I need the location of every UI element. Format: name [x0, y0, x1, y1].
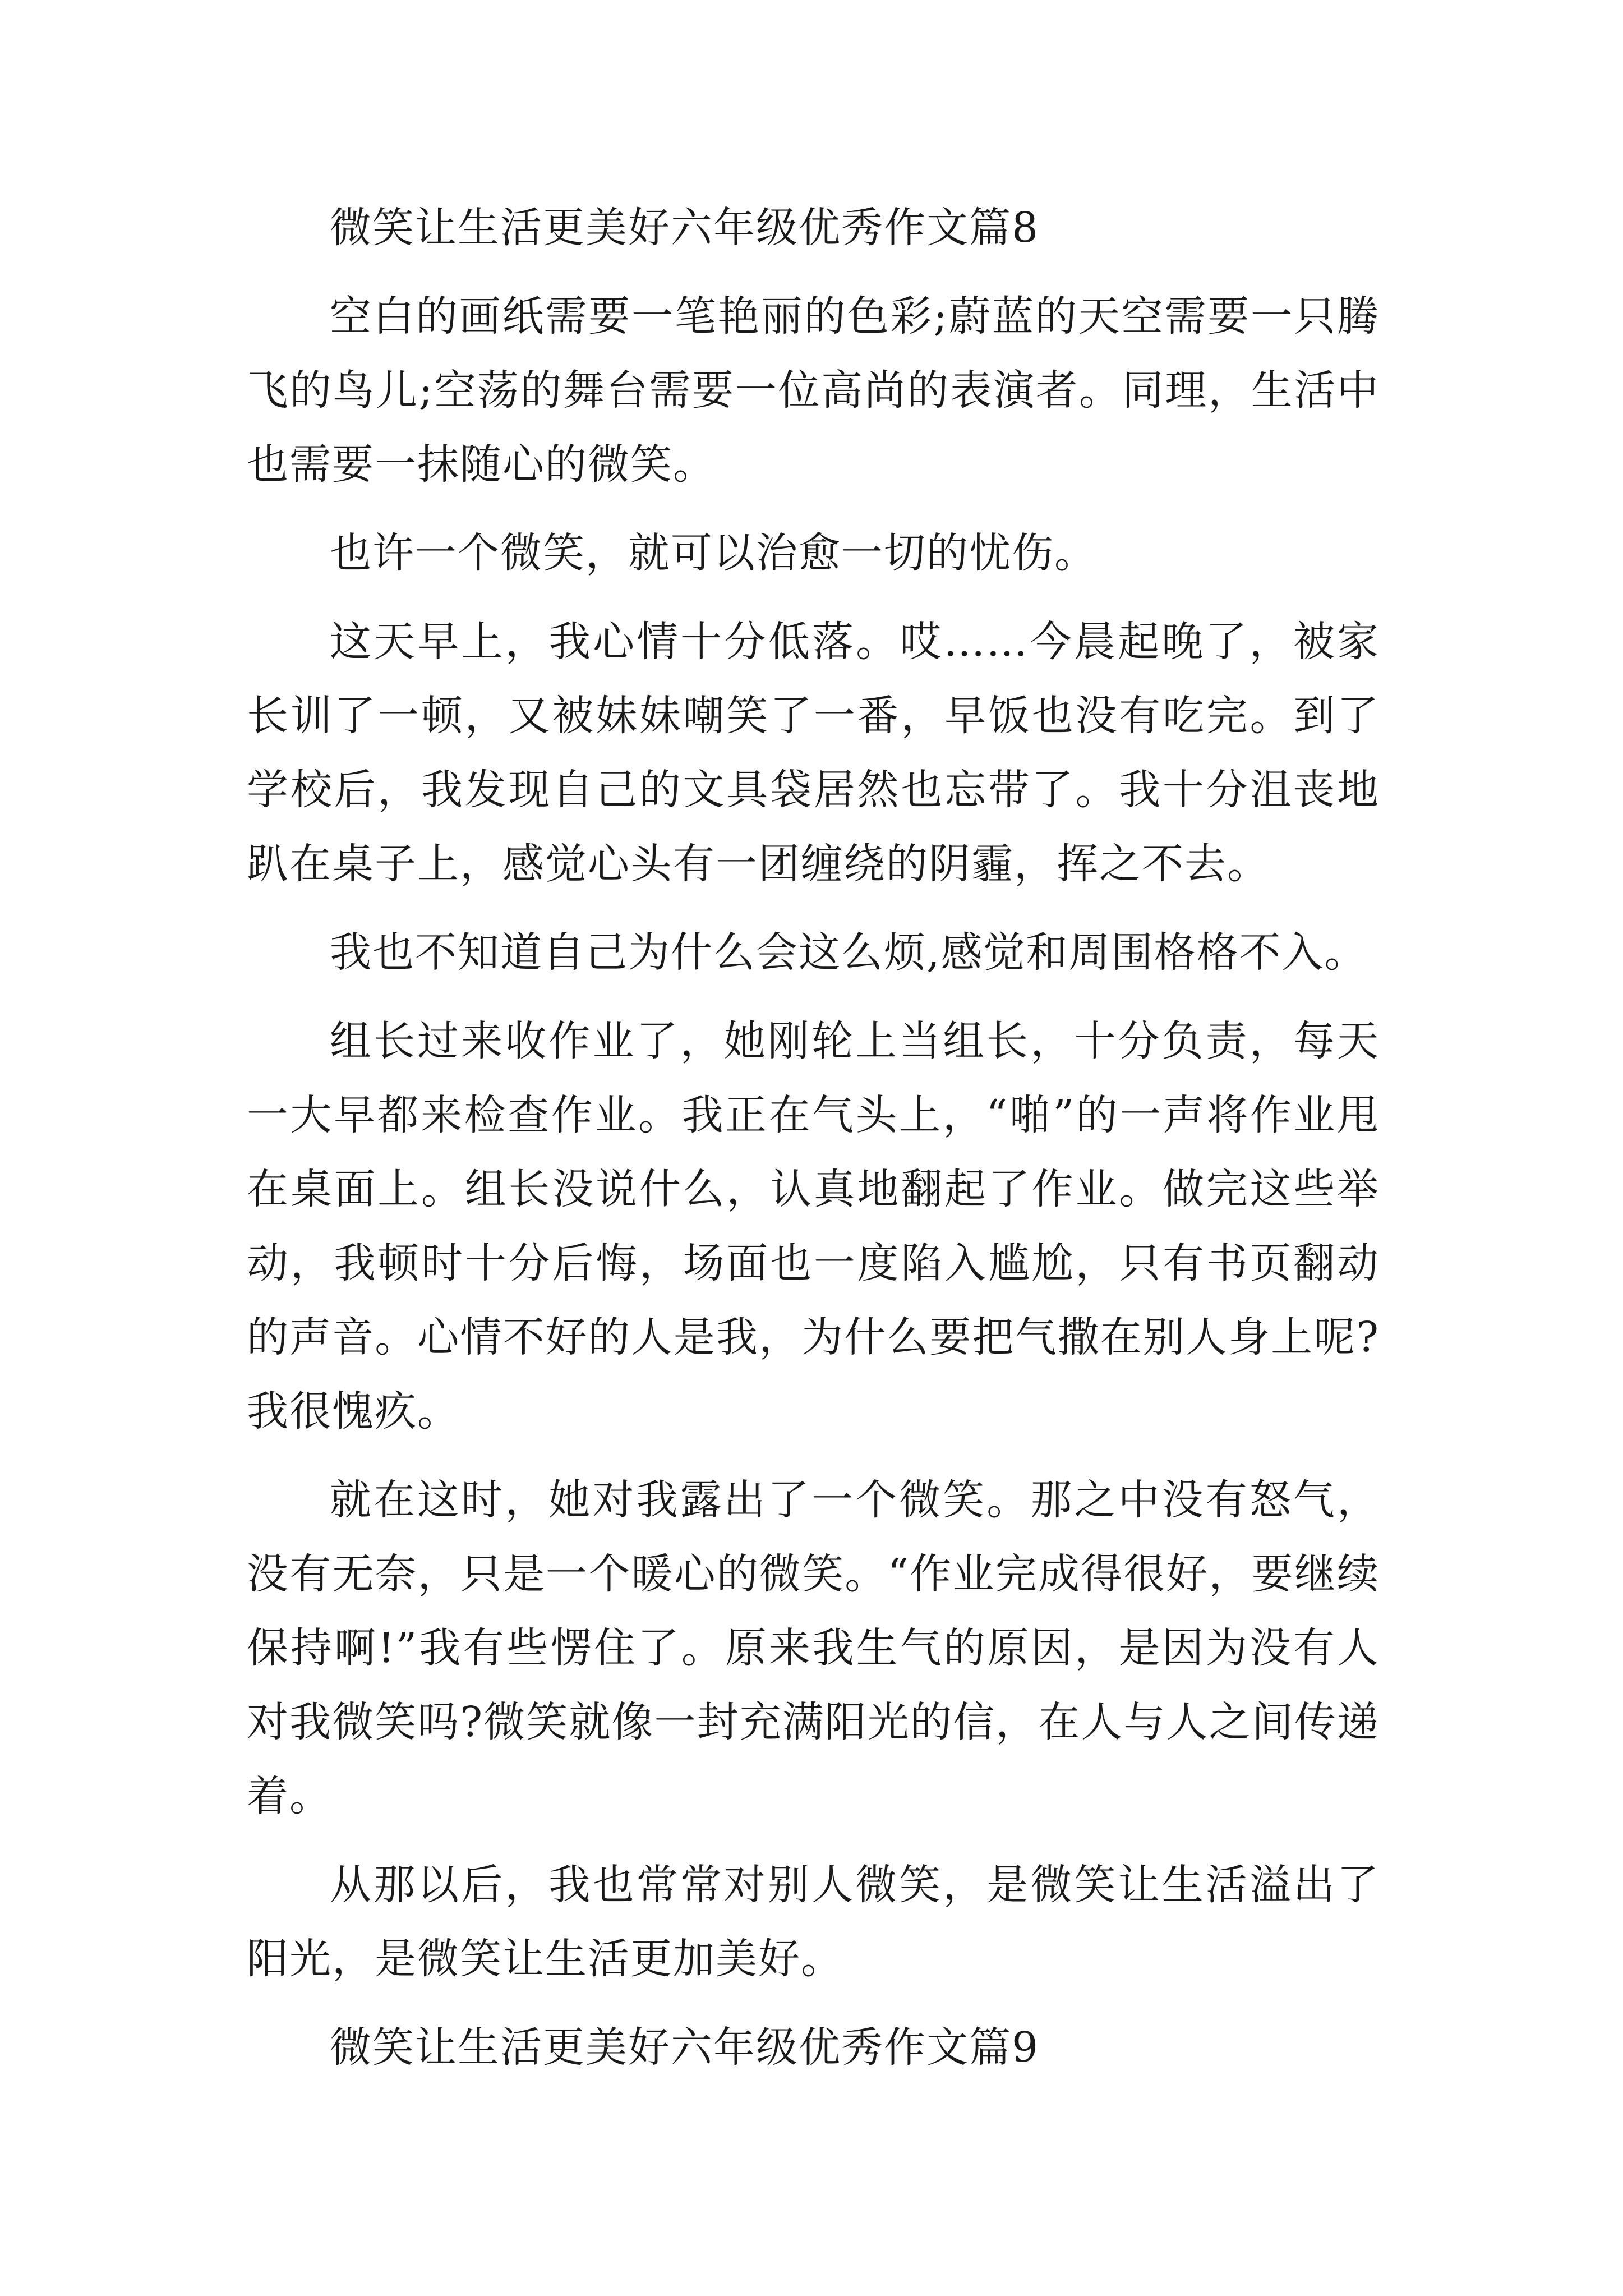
paragraph: 我也不知道自己为什么会这么烦,感觉和周围格格不入。 — [330, 928, 1367, 977]
paragraph: 这天早上，我心情十分低落。哎……今晨起晚了，被家长训了一顿，又被妹妹嘲笑了一番，早饭也没有吃完。到了学校后，我发现自己的文具袋居然也忘带了。我十分沮丧地趴在桌子上，感觉心头有一团缠绕的阴霾，挥之不去。 — [247, 618, 1380, 888]
section-heading-9: 微笑让生活更美好六年级优秀作文篇9 — [330, 2023, 1040, 2072]
paragraph: 就在这时，她对我露出了一个微笑。那之中没有怒气，没有无奈，只是一个暖心的微笑。“作业完成得很好，要继续保持啊!”我有些愣住了。原来我生气的原因，是因为没有人对我微笑吗?微笑就像一封充满阳光的信，在人与人之间传递着。 — [247, 1476, 1380, 1820]
section-heading-8: 微笑让生活更美好六年级优秀作文篇8 — [330, 204, 1040, 252]
paragraph: 也许一个微笑，就可以治愈一切的忧伤。 — [330, 529, 1097, 577]
article-body — [247, 191, 1380, 2099]
paragraph: 从那以后，我也常常对别人微笑，是微笑让生活溢出了阳光，是微笑让生活更加美好。 — [247, 1861, 1380, 1983]
paragraph: 组长过来收作业了，她刚轮上当组长，十分负责，每天一大早都来检查作业。我正在气头上，“啪”的一声将作业甩在桌面上。组长没说什么，认真地翻起了作业。做完这些举动，我顿时十分后悔，场面也一度陷入尴尬，只有书页翻动的声音。心情不好的人是我，为什么要把气撒在别人身上呢?我很愧疚。 — [247, 1017, 1380, 1435]
paragraph: 空白的画纸需要一笔艳丽的色彩;蔚蓝的天空需要一只腾飞的鸟儿;空荡的舞台需要一位高尚的表演者。同理，生活中也需要一抹随心的微笑。 — [247, 292, 1380, 489]
